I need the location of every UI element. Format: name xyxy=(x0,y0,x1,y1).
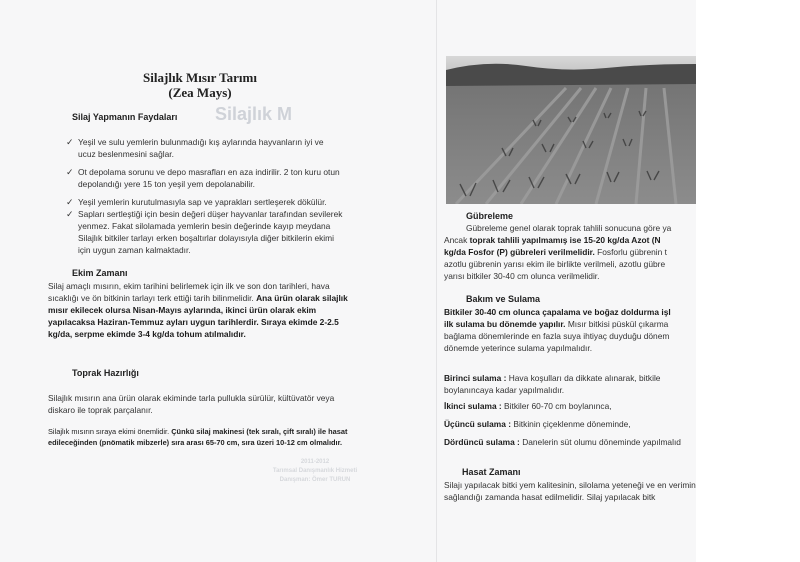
list-item-text: Yeşil yemlerin kurutulmasıyla sap ve yaprakları sertleşerek dökülür. xyxy=(78,197,327,207)
bakim-line-bold: ilk sulama bu dönemde yapılır. xyxy=(444,319,566,329)
list-item-text: Sapları sertleştiği için besin değeri düşer hayvanlar tarafından sevilerek yenmez. Fakat silolamada yemlerin besin değerinde kayıp meydana Silajlık bitkiler tarlayı erken boşaltırlar dolayısıyla diğer bitkilerin ekimi için uygun zaman kalmaktadır. xyxy=(78,209,343,255)
ekim-text: Silaj amaçlı mısırın, ekim tarihini belirlemek için ilk ve son don tarihleri, hava sıcaklığı ve ön bitkinin tarlayı terk ettiği tarih bilinmelidir. xyxy=(48,281,330,303)
sulama-text: Hava koşulları da dikkate alınarak, bitkile boylanıncaya kadar yapılmalıdır. xyxy=(444,373,661,395)
list-item xyxy=(66,166,340,190)
bakim-line-bold: Bitkiler 30-40 cm olunca çapalama ve boğaz doldurma işl xyxy=(444,307,671,317)
ekim-text-bold: Ana ürün olarak silajlık mısır ekilecek olursa Nisan-Mayıs aylarında, ikinci ürün olarak ekim yapılacaksa Haziran-Temmuz ayları uygun tarihlerdir. Sıraya ekimde 2-2.5 kg/da, serpme ekimde 3-4 kg/da tohum atılmalıdır. xyxy=(48,293,348,339)
gubreleme-line: azotlu gübrenin yarısı ekim ile birlikte verilmeli, azotlu gübre xyxy=(444,259,666,269)
fold-line xyxy=(436,0,437,562)
check-icon: ✓ xyxy=(66,137,74,147)
list-item-text: Yeşil ve sulu yemlerin bulunmadığı kış aylarında hayvanların iyi ve ucuz beslenmesini sağlar. xyxy=(78,137,324,159)
watermark-line: Danışman: Ömer TURUN xyxy=(279,477,351,483)
gubreleme-line-bold: kg/da Fosfor (P) gübreleri verilmelidir. xyxy=(444,247,595,257)
sulama-label: Birinci sulama : xyxy=(444,373,507,383)
list-item xyxy=(66,196,348,208)
sulama-text: Bitkiler 60-70 cm boylanınca, xyxy=(504,401,612,411)
section-heading-faydalari: Silaj Yapmanın Faydaları xyxy=(72,112,178,122)
list-item xyxy=(66,208,348,256)
list-item-text: Ot depolama sorunu ve depo masrafları en aza indirilir. 2 ton kuru otun depolandığı yere 15 ton yeşil yem depolanabilir. xyxy=(78,167,340,189)
check-icon: ✓ xyxy=(66,209,74,219)
list-item xyxy=(66,136,338,160)
sulama-label: Dördüncü sulama : xyxy=(444,437,520,447)
sulama-text: Bitkinin çiçeklenme döneminde, xyxy=(513,419,631,429)
gubreleme-paragraph xyxy=(444,222,696,282)
check-icon: ✓ xyxy=(66,197,74,207)
section-heading-hasat: Hasat Zamanı xyxy=(462,467,521,477)
siraya-text-bold: Çünkü silaj makinesi (tek sıralı, çift sıralı) ile hasat edileceğinden (pnömatik mibzerle) sıra arası 65-70 cm, sıra üzeri 10-12 cm olmalıdır. xyxy=(48,427,348,447)
page-subtitle: (Zea Mays) xyxy=(168,85,232,100)
watermark-line: 2011-2012 xyxy=(300,459,330,465)
bakim-line: Mısır bitkisi püskül çıkarma xyxy=(567,319,669,329)
siraya-text: Silajlık mısırın sıraya ekimi önemlidir. xyxy=(48,427,170,436)
section-heading-toprak: Toprak Hazırlığı xyxy=(72,368,139,378)
bakim-line: dönemde yeterince sulama yapılmalıdır. xyxy=(444,343,593,353)
watermark-line: Tarımsal Danışmanlık Hizmeti xyxy=(272,468,358,474)
sulama-item-1 xyxy=(444,372,696,396)
sulama-text: Danelerin süt olumu döneminde yapılmalıd xyxy=(522,437,681,447)
bakim-paragraph xyxy=(444,306,696,354)
watermark-footer xyxy=(255,458,375,485)
sulama-item-2 xyxy=(444,400,696,412)
gubreleme-line: Gübreleme genel olarak toprak tahlili sonucuna göre ya xyxy=(466,223,672,233)
section-heading-ekim: Ekim Zamanı xyxy=(72,268,128,278)
bakim-line: bağlama dönemlerinde en fazla suya ihtiyaç duyduğu dönem xyxy=(444,331,670,341)
sulama-item-4 xyxy=(444,436,696,448)
gubreleme-line-bold: toprak tahlili yapılmamış ise 15-20 kg/da Azot (N xyxy=(469,235,661,245)
toprak-paragraph: Silajlık mısırın ana ürün olarak ekiminde tarla pullukla sürülür, kültüvatör veya diskaro ile toprak parçalanır. xyxy=(48,393,335,415)
sulama-item-3 xyxy=(444,418,696,430)
gubreleme-line: Fosforlu gübrenin t xyxy=(597,247,667,257)
sulama-label: İkinci sulama : xyxy=(444,401,502,411)
gubreleme-line: Ancak xyxy=(444,235,468,245)
hasat-paragraph: Silajı yapılacak bitki yem kalitesinin, silolama yeteneği ve en verimin sağlandığı zamanda hasat edilmelidir. Silaj yapılacak bitk xyxy=(444,480,696,502)
sulama-label: Üçüncü sulama : xyxy=(444,419,512,429)
section-heading-bakim: Bakım ve Sulama xyxy=(466,294,541,304)
page-margin xyxy=(696,0,800,562)
watermark-text: Silajlık M xyxy=(215,104,293,124)
page-title: Silajlık Mısır Tarımı xyxy=(143,70,257,85)
siraya-paragraph xyxy=(48,426,348,448)
gubreleme-line: yarısı bitkiler 30-40 cm olunca verilmelidir. xyxy=(444,271,600,281)
section-heading-gubreleme: Gübreleme xyxy=(466,211,514,221)
check-icon: ✓ xyxy=(66,167,74,177)
ekim-paragraph xyxy=(48,280,348,340)
cornfield-photo xyxy=(446,56,696,204)
cornfield-image xyxy=(446,56,696,204)
